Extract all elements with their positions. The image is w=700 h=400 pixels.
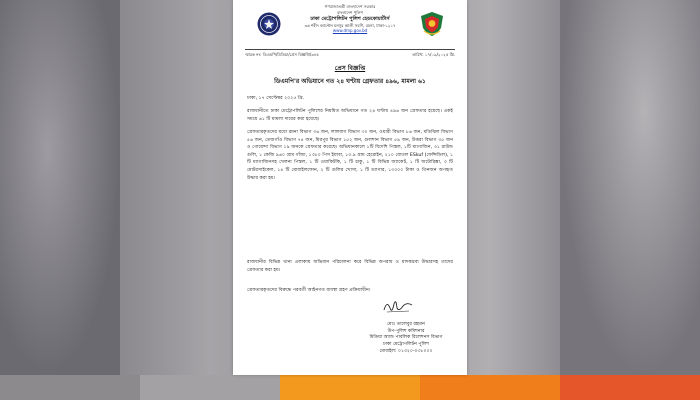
- background-blur-left: [0, 0, 120, 375]
- signatory-mobile: মোবাইল: ০১৩২০-০৩৮০০০: [379, 348, 433, 354]
- document-headline: ডিএমপি'র অভিযানে গত ২৪ ঘণ্টায় গ্রেফতার ৪৯৬, মামলা ৬১: [274, 78, 426, 85]
- stripe-segment: [140, 375, 280, 400]
- letterhead: [233, 4, 467, 34]
- header-line-police: বাংলাদেশ পুলিশ: [337, 10, 363, 15]
- handwritten-signature: [381, 296, 415, 316]
- signatory-organization: ঢাকা মেট্রোপলিটন পুলিশ: [383, 342, 429, 348]
- dateline: ঢাকা, ১৭ সেপ্টেম্বর ২০২৫ খ্রি.: [247, 96, 305, 101]
- header-line-government: গণপ্রজাতন্ত্রী বাংলাদেশ সরকার: [324, 4, 376, 9]
- reference-row: [245, 49, 455, 59]
- signatory-name: মোঃ তালেবুর রহমান: [387, 322, 425, 327]
- memo-date: তারিখ: ১৭/০৯/২০২৫ খ্রি.: [412, 52, 455, 57]
- header-line-dmp: ঢাকা মেট্রোপলিটন পুলিশ হেডকোয়ার্টার্স: [310, 15, 390, 22]
- signature-block: [351, 322, 461, 356]
- header-line-address: ৩৬ শহীদ ক্যাপ্টেন মনসুর আলী সরণি, রমনা, ঢাকা-১২১৭: [304, 22, 396, 28]
- press-release-document: [233, 0, 467, 375]
- stripe-segment: [560, 375, 700, 400]
- signatory-division: মিডিয়া অ্যান্ড পাবলিক রিলেশনস বিভাগ: [369, 335, 443, 341]
- paragraph-legal-action: গ্রেফতারকৃতদের বিরুদ্ধে পরবর্তী আইনগত ব্যবস্থা গ্রহণ প্রক্রিয়াধীন।: [247, 288, 371, 293]
- paragraph-details: গ্রেফতারকৃতদের মধ্যে রমনা বিভাগ ৩৬ জন, লালবাগ বিভাগ ৩০ জন, ওয়ারী বিভাগ ৮৬ জন, মতিঝিল বিভাগ ৫৬ জন, তেজগাঁও বিভাগ ৭৪ জন, মিরপুর বিভাগ ১৫২ জন, গুলশান বিভাগ ৫৯ জন, উত্তরা বিভাগ ৩৫ জন ও গোয়েন্দা বিভাগ ১৯ জনকে গ্রেফতার করেছে। অভিযানকালে ১টি বিদেশি পিস্তল, ১টি ম্যাগাজিন, ৩১ রাউন্ড গুলি, ১ কেজি ৯৬০ গ্রাম গাঁজা, ১৩৮০ পিস ইয়াবা, ১৩.৯ গ্রাম হেরোইন, ২১০ বোতল ESkuf (ফেন্সিডিল), ১ টি ম্যাগাজিনসহ খেলনা পিস্তল, ১ টি ওয়াকিটকি, ১ টি চাকু, ১ টি বিভিন্ন জ্যাকেট, ১ টি অটোরিক্সা, ৩ টি মোটরসাইকেল, ১৪ টি মোবাইলফোন, ২ টি গুলির খোসা, ১ টি ড্যাগার, ১৩৩০০ টাকা ও তিনজন অপহৃত উদ্ধার করা হয়।: [247, 130, 453, 181]
- document-title: প্রেস বিজ্ঞপ্তি: [334, 65, 366, 72]
- paragraph-summary: রাজধানীতে ঢাকা মেট্রোপলিটন পুলিশের নিয়মিত অভিযানে গত ২৪ ঘণ্টায় ৪৯৬ জন গ্রেফতার হয়েছে। একই সময়ে ৬১ টি মামলা দায়ের করা হয়েছে।: [247, 109, 453, 122]
- stripe-segment: [280, 375, 420, 400]
- memo-number: স্মারক নং: ডিএমপি/মিডিয়া/প্রেস বিজ্ঞপ্তি/৩৪৫: [245, 52, 319, 57]
- background-blur-right: [560, 0, 700, 375]
- paragraph-operations: রাজধানীর বিভিন্ন থানা এলাকায় অভিযান পরিচালনা করে বিভিন্ন অপরাধ ও মাদকদ্রব্য উদ্ধারসহ তাদের গ্রেফতার করা হয়।: [247, 260, 453, 273]
- stripe-segment: [420, 375, 560, 400]
- bottom-color-stripe: [0, 375, 700, 400]
- header-website-link[interactable]: www.dmp.gov.bd: [332, 28, 368, 33]
- stripe-segment: [0, 375, 140, 400]
- signatory-designation: উপ-পুলিশ কমিশনার: [387, 328, 425, 334]
